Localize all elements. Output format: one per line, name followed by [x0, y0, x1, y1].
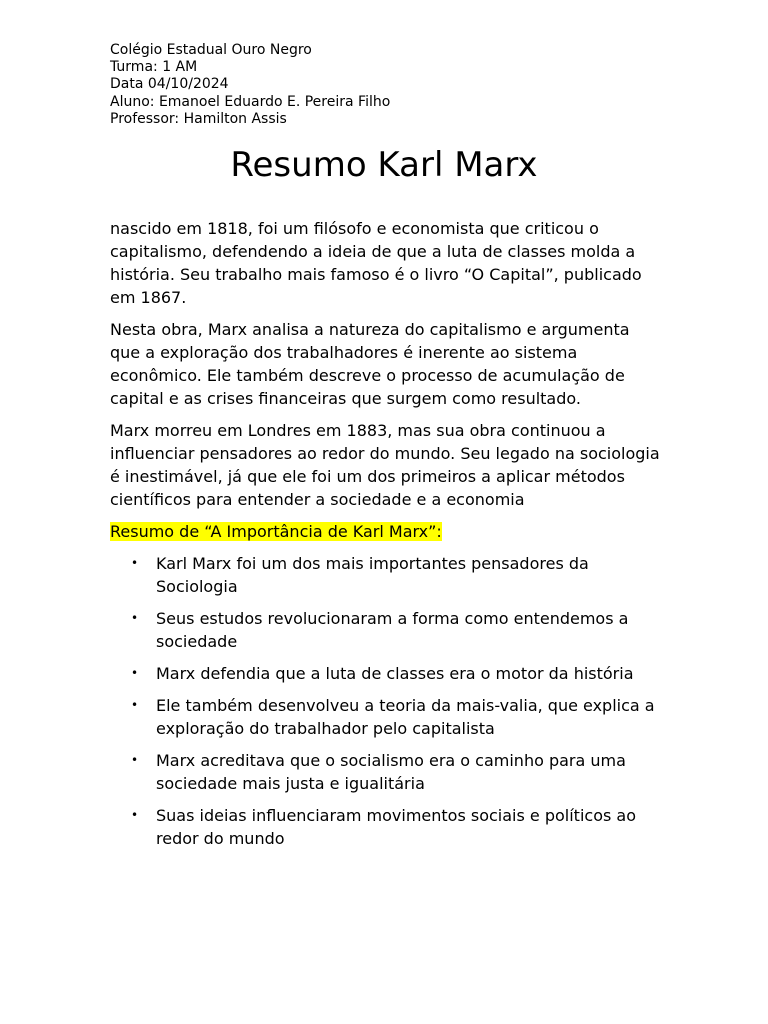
list-item — [131, 804, 662, 850]
bullet-icon: • — [131, 611, 139, 625]
list-item — [131, 749, 662, 795]
class-label: Turma: 1 AM — [110, 59, 198, 76]
bullet-icon: • — [131, 556, 139, 570]
school-name: Colégio Estadual Ouro Negro — [110, 42, 312, 58]
list-item — [131, 607, 662, 653]
summary-heading: Resumo de “A Importância de Karl Marx”: — [110, 522, 442, 541]
paragraph: Marx morreu em Londres em 1883, mas sua obra continuou a influenciar pensadores ao redor do mundo. Seu legado na sociologia é inestimável, já que ele foi um dos primeiros a aplicar métodos científicos para entender a sociedade e a economia — [110, 421, 660, 509]
list-item-text: Marx defendia que a luta de classes era o motor da história — [156, 664, 634, 683]
list-item — [131, 694, 662, 740]
bullet-icon: • — [131, 753, 139, 767]
summary-list — [110, 552, 662, 850]
bullet-icon: • — [131, 808, 139, 822]
list-item — [131, 552, 662, 598]
bullet-icon: • — [131, 666, 139, 680]
teacher-name: Professor: Hamilton Assis — [110, 110, 287, 127]
list-item-text: Karl Marx foi um dos mais importantes pensadores da Sociologia — [156, 554, 589, 596]
summary-heading-line — [110, 520, 662, 543]
date-label: Data 04/10/2024 — [110, 76, 229, 93]
page-title: Resumo Karl Marx — [230, 145, 538, 185]
list-item-text: Seus estudos revolucionaram a forma como entendemos a sociedade — [156, 609, 629, 651]
list-item-text: Marx acreditava que o socialismo era o caminho para uma sociedade mais justa e igualitária — [156, 751, 626, 793]
list-item-text: Ele também desenvolveu a teoria da mais-valia, que explica a exploração do trabalhador pelo capitalista — [156, 696, 655, 738]
document-body — [110, 217, 662, 859]
list-item — [131, 662, 662, 685]
paragraph: Nesta obra, Marx analisa a natureza do capitalismo e argumenta que a exploração dos trabalhadores é inerente ao sistema econômico. Ele também descreve o processo de acumulação de capital e as crises financeiras que surgem como resultado. — [110, 320, 630, 408]
paragraph: nascido em 1818, foi um filósofo e economista que criticou o capitalismo, defendendo a ideia de que a luta de classes molda a história. Seu trabalho mais famoso é o livro “O Capital”, publicado em 1867. — [110, 219, 642, 307]
student-name: Aluno: Emanoel Eduardo E. Pereira Filho — [110, 93, 391, 110]
document-header — [110, 42, 670, 128]
list-item-text: Suas ideias influenciaram movimentos sociais e políticos ao redor do mundo — [156, 806, 636, 848]
bullet-icon: • — [131, 698, 139, 712]
